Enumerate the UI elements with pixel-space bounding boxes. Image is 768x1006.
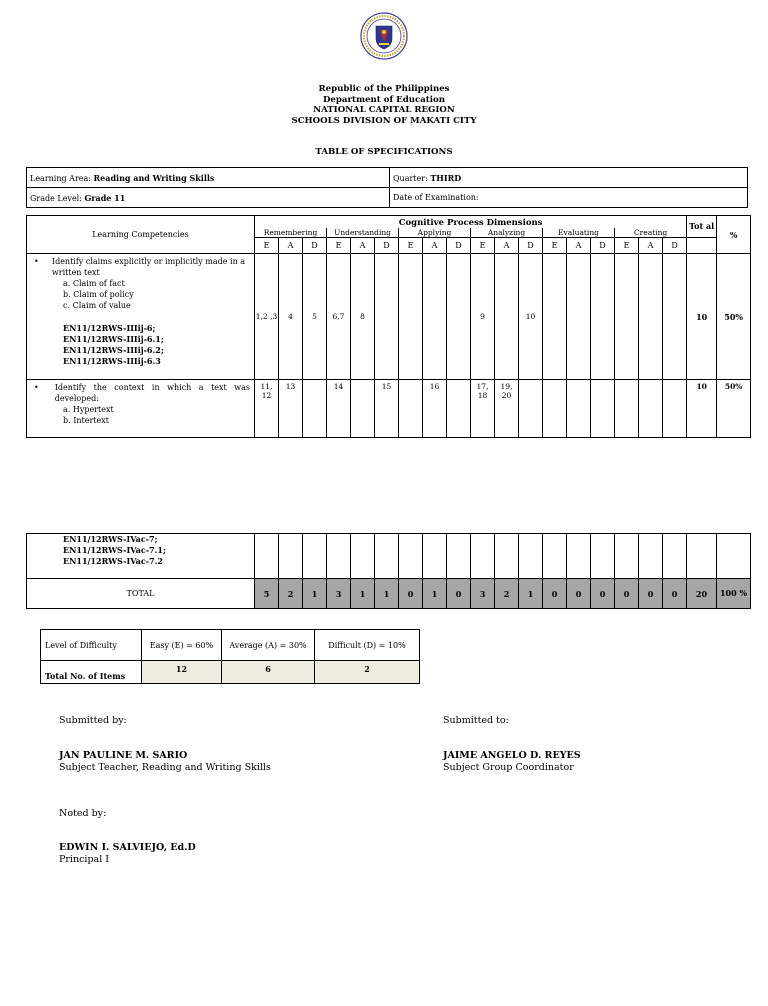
item-cell: [543, 380, 567, 438]
difficult-label: Difficult (D) = 10%: [315, 630, 420, 661]
item-cell: [447, 254, 471, 380]
dim-applying: Applying: [399, 228, 471, 238]
submitted-to-label: Submitted to:: [443, 715, 509, 726]
item-cell: 8: [351, 254, 375, 380]
date-label: Date of Examination:: [393, 193, 479, 202]
item-cell: 19, 20: [495, 380, 519, 438]
noted-by-name: EDWIN I. SALVIEJO, Ed.D: [59, 842, 196, 853]
spec-table: [26, 215, 751, 438]
competency-2: • Identify the context in which a text was developed: a. Hypertext b. Intertext: [27, 380, 255, 438]
total-cell: 2: [495, 579, 519, 609]
submitted-to-name: JAIME ANGELO D. REYES: [443, 750, 581, 761]
cpd-header: Cognitive Process Dimensions: [255, 216, 687, 228]
total-cell: 0: [663, 579, 687, 609]
submitted-by-label: Submitted by:: [59, 715, 127, 726]
dim-remembering: Remembering: [255, 228, 327, 238]
sub-header-a: A: [567, 238, 591, 254]
noted-by-label: Noted by:: [59, 808, 107, 819]
item-cell: [639, 380, 663, 438]
sub-header-a: A: [351, 238, 375, 254]
easy-count: 12: [142, 661, 222, 684]
total-cell: 0: [591, 579, 615, 609]
learning-area-label: Learning Area:: [30, 173, 94, 183]
item-cell: [543, 534, 567, 579]
item-cell: [375, 254, 399, 380]
sub-header-e: E: [471, 238, 495, 254]
document-title: TABLE OF SPECIFICATIONS: [315, 147, 453, 157]
quarter-label: Quarter:: [393, 173, 431, 183]
total-label: TOTAL: [27, 579, 255, 609]
total-cell: 0: [399, 579, 423, 609]
sub-header-e: E: [327, 238, 351, 254]
sub-header-a: A: [495, 238, 519, 254]
total-subheader-blank: [687, 238, 717, 254]
total-cell: 1: [351, 579, 375, 609]
item-cell: [567, 254, 591, 380]
sub-header-e: E: [399, 238, 423, 254]
sub-header-d: D: [519, 238, 543, 254]
submitted-by-title: Subject Teacher, Reading and Writing Skills: [59, 762, 271, 773]
item-cell: 16: [423, 380, 447, 438]
item-cell: [351, 534, 375, 579]
average-count: 6: [222, 661, 315, 684]
total-cell: 3: [471, 579, 495, 609]
competency-1-item: b. Claim of policy: [63, 290, 134, 299]
sub-header-e: E: [255, 238, 279, 254]
grand-percent: 100 %: [717, 579, 751, 609]
total-header: Tot al: [687, 216, 717, 238]
total-items-label: Total No. of Items: [41, 661, 142, 684]
item-cell: 6,7: [327, 254, 351, 380]
item-cell: [471, 534, 495, 579]
competency-1-code: EN11/12RWS-IIIij-6.1;: [63, 334, 164, 344]
learning-area-cell: [27, 168, 390, 188]
competency-2-text: Identify the context in which a text was developed:: [54, 383, 250, 403]
difficulty-table: [40, 629, 420, 684]
item-cell: [399, 254, 423, 380]
competency-2-item: a. Hypertext: [63, 405, 114, 414]
sub-header-a: A: [639, 238, 663, 254]
sub-header-d: D: [591, 238, 615, 254]
total-cell: 1: [423, 579, 447, 609]
item-cell: [567, 380, 591, 438]
competency-3-code: EN11/12RWS-IVac-7;: [63, 534, 158, 544]
table-row: [27, 380, 751, 438]
item-cell: [399, 534, 423, 579]
header-region: NATIONAL CAPITAL REGION: [313, 105, 455, 115]
item-cell: [447, 380, 471, 438]
item-cell: [591, 534, 615, 579]
quarter-value: THIRD: [430, 172, 462, 183]
item-cell: [327, 534, 351, 579]
dim-analyzing: Analyzing: [471, 228, 543, 238]
total-cell: 1: [375, 579, 399, 609]
header-department: Department of Education: [322, 94, 445, 105]
sub-header-d: D: [447, 238, 471, 254]
submitted-to-title: Subject Group Coordinator: [443, 762, 574, 773]
sub-header-a: A: [279, 238, 303, 254]
competency-3: [27, 534, 255, 579]
item-cell: 4: [279, 254, 303, 380]
total-cell: 3: [327, 579, 351, 609]
item-cell: [663, 380, 687, 438]
submitted-by-name: JAN PAULINE M. SARIO: [59, 750, 188, 761]
item-cell: [255, 534, 279, 579]
grade-label: Grade Level:: [30, 193, 85, 203]
item-cell: [423, 254, 447, 380]
table-row: [27, 254, 751, 380]
total-cell: 0: [543, 579, 567, 609]
item-cell: [591, 254, 615, 380]
item-cell: 10: [519, 254, 543, 380]
competencies-header: Learning Competencies: [27, 216, 255, 254]
item-cell: [615, 254, 639, 380]
dim-understanding: Understanding: [327, 228, 399, 238]
noted-by-title: Principal I: [59, 854, 110, 865]
item-cell: [663, 534, 687, 579]
item-cell: 17, 18: [471, 380, 495, 438]
competency-1-code: EN11/12RWS-IIIij-6.2;: [63, 345, 164, 355]
item-cell: [447, 534, 471, 579]
deped-seal: [360, 12, 408, 60]
total-cell: 0: [567, 579, 591, 609]
item-cell: [639, 534, 663, 579]
total-cell: 0: [639, 579, 663, 609]
table-row: [27, 534, 751, 579]
row-total: 10: [687, 254, 717, 380]
item-cell: [543, 254, 567, 380]
row-percent: 50%: [717, 380, 751, 438]
competency-3-code: EN11/12RWS-IVac-7.2: [63, 556, 163, 566]
average-label: Average (A) = 30%: [222, 630, 315, 661]
percent-header: %: [717, 216, 751, 254]
sub-header-e: E: [615, 238, 639, 254]
item-cell: [495, 534, 519, 579]
total-cell: 5: [255, 579, 279, 609]
item-cell: [495, 254, 519, 380]
item-cell: [639, 254, 663, 380]
grade-cell: [27, 188, 390, 208]
item-cell: [663, 254, 687, 380]
total-cell: 0: [447, 579, 471, 609]
row-total: 10: [687, 380, 717, 438]
competency-1-text: Identify claims explicitly or implicitly made in a written text: [51, 257, 246, 277]
sub-header-a: A: [423, 238, 447, 254]
sub-header-d: D: [303, 238, 327, 254]
item-cell: 11, 12: [255, 380, 279, 438]
item-cell: [423, 534, 447, 579]
grand-total: 20: [687, 579, 717, 609]
difficult-count: 2: [315, 661, 420, 684]
row-total: [687, 534, 717, 579]
total-row: [27, 579, 751, 609]
dim-evaluating: Evaluating: [543, 228, 615, 238]
item-cell: [303, 380, 327, 438]
total-cell: 1: [303, 579, 327, 609]
item-cell: [519, 380, 543, 438]
item-cell: [399, 380, 423, 438]
item-cell: 13: [279, 380, 303, 438]
competency-1-item: c. Claim of value: [63, 301, 131, 310]
item-cell: [615, 534, 639, 579]
item-cell: [591, 380, 615, 438]
competency-2-item: b. Intertext: [63, 416, 109, 425]
item-cell: 14: [327, 380, 351, 438]
sub-header-d: D: [663, 238, 687, 254]
grade-value: Grade 11: [84, 192, 126, 203]
competency-1-item: a. Claim of fact: [63, 279, 125, 288]
row-percent: 50%: [717, 254, 751, 380]
item-cell: 15: [375, 380, 399, 438]
header-republic: Republic of the Philippines: [318, 84, 450, 94]
competency-3-code: EN11/12RWS-IVac-7.1;: [63, 545, 166, 555]
item-cell: 1,2 ,3: [255, 254, 279, 380]
item-cell: [279, 534, 303, 579]
easy-label: Easy (E) = 60%: [142, 630, 222, 661]
total-cell: 0: [615, 579, 639, 609]
dim-creating: Creating: [615, 228, 687, 238]
learning-area-value: Reading and Writing Skills: [93, 172, 215, 183]
row-percent: [717, 534, 751, 579]
header-division: SCHOOLS DIVISION OF MAKATI CITY: [291, 115, 477, 126]
agency-header: [0, 84, 768, 126]
quarter-cell: [390, 168, 748, 188]
info-table: [26, 167, 748, 208]
level-label: Level of Difficulty: [41, 630, 142, 661]
item-cell: [375, 534, 399, 579]
item-cell: [519, 534, 543, 579]
item-cell: [351, 380, 375, 438]
sub-header-d: D: [375, 238, 399, 254]
date-cell: [390, 188, 748, 208]
total-cell: 2: [279, 579, 303, 609]
sub-header-e: E: [543, 238, 567, 254]
competency-1: • Identify claims explicitly or implicitly made in a written text a. Claim of fact b. Claim of policy c. Claim of value EN11/12RWS-IIIij-6; EN11/12RWS-IIIij-6.1; EN11/12RWS-IIIij-6.2; EN11/12RWS-IIIij-6.3: [27, 254, 255, 380]
item-cell: [303, 534, 327, 579]
item-cell: [615, 380, 639, 438]
item-cell: [567, 534, 591, 579]
competency-1-code: EN11/12RWS-IIIij-6.3: [63, 356, 161, 366]
competency-1-code: EN11/12RWS-IIIij-6;: [63, 323, 156, 333]
item-cell: 9: [471, 254, 495, 380]
item-cell: 5: [303, 254, 327, 380]
spec-table-continued: [26, 533, 751, 609]
total-cell: 1: [519, 579, 543, 609]
